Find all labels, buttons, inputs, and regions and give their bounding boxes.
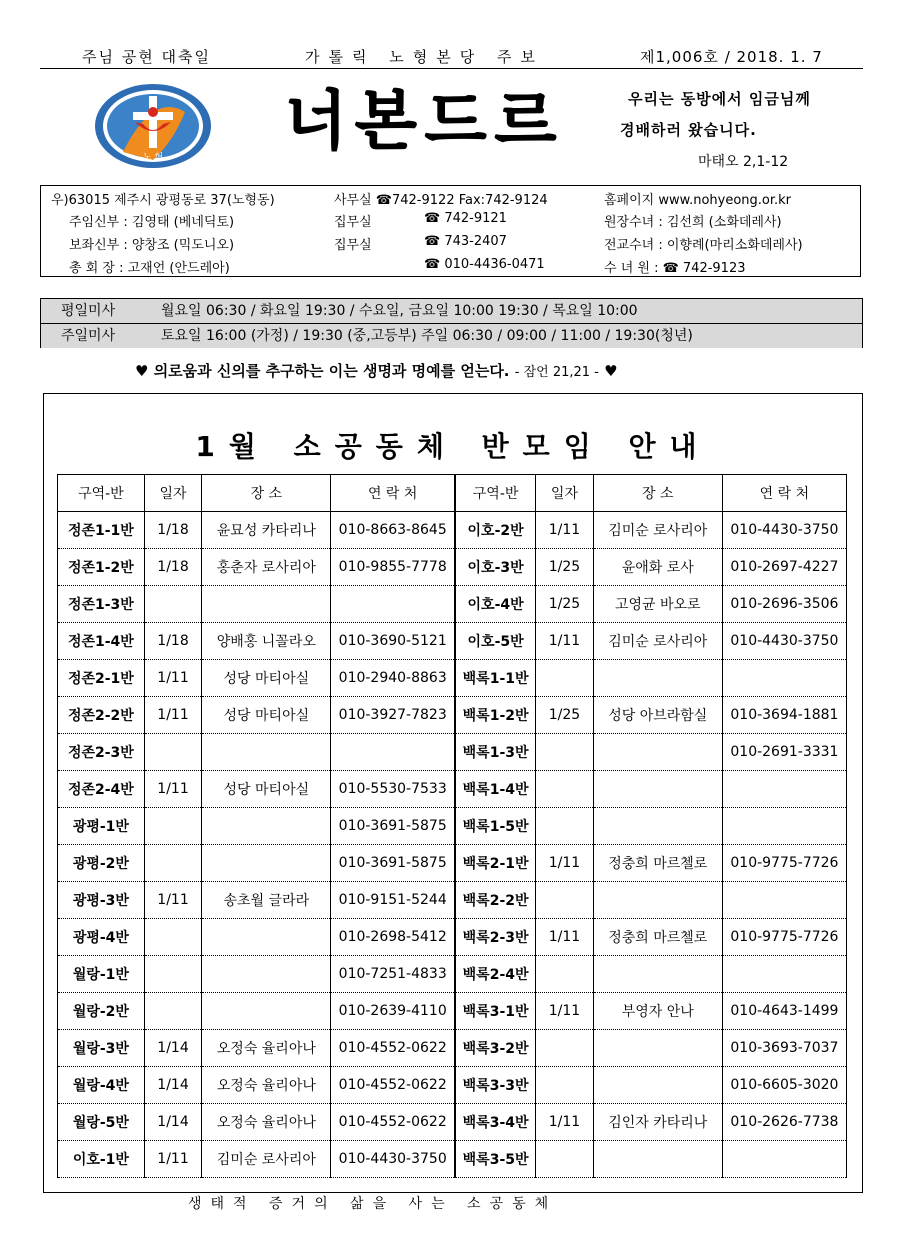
place-cell: [202, 808, 331, 845]
sunday-mass-times: 토요일 16:00 (가정) / 19:30 (중,고등부) 주일 06:30 / 09:00 / 11:00 / 19:30(청년): [161, 328, 693, 344]
contact-cell: 010-4430-3750: [722, 512, 846, 549]
district-cell: 정존1-1반: [58, 512, 145, 549]
date-cell: 1/11: [536, 845, 594, 882]
contact-cell: [722, 1141, 846, 1178]
contact-cell: [722, 882, 846, 919]
contact-cell: 010-4552-0622: [331, 1067, 455, 1104]
column-header: 일자: [536, 475, 594, 512]
date-cell: [144, 845, 202, 882]
district-cell: 광평-4반: [58, 919, 145, 956]
footer-slogan: 생태적 증거의 삶을 사는 소공동체: [188, 1196, 558, 1212]
place-cell: 오정숙 율리아나: [202, 1104, 331, 1141]
date-cell: [144, 808, 202, 845]
contact-cell: 010-2691-3331: [722, 734, 846, 771]
contact-cell: 010-9855-7778: [331, 549, 455, 586]
district-cell: 정존1-2반: [58, 549, 145, 586]
table-row: [58, 512, 847, 549]
district-cell: 월랑-5반: [58, 1104, 145, 1141]
date-cell: [144, 919, 202, 956]
feast-name: 주님 공현 대축일: [82, 48, 211, 66]
table-row: [58, 697, 847, 734]
column-header: 장 소: [202, 475, 331, 512]
date-cell: [536, 771, 594, 808]
weekday-mass-times: 월요일 06:30 / 화요일 19:30 / 수요일, 금요일 10:00 19:30 / 목요일 10:00: [161, 303, 638, 319]
header-divider: [40, 68, 863, 69]
contact-cell: [722, 956, 846, 993]
place-cell: 고영균 바오로: [593, 586, 722, 623]
district-cell: 백록1-4반: [455, 771, 536, 808]
column-header: 연 락 처: [331, 475, 455, 512]
district-cell: 백록1-3반: [455, 734, 536, 771]
contact-cell: 010-3694-1881: [722, 697, 846, 734]
place-cell: [202, 845, 331, 882]
table-header-row: [58, 475, 847, 512]
date-cell: 1/14: [144, 1104, 202, 1141]
bulletin-name: 가톨릭 노형본당 주보: [305, 48, 544, 66]
district-cell: 광평-1반: [58, 808, 145, 845]
table-row: [58, 845, 847, 882]
contact-cell: 010-6605-3020: [722, 1067, 846, 1104]
parish-info-box: [40, 185, 861, 277]
place-cell: 김미순 로사리아: [593, 623, 722, 660]
heart-icon: ♥: [604, 362, 618, 380]
place-cell: 김인자 카타리나: [593, 1104, 722, 1141]
table-row: [58, 1067, 847, 1104]
table-row: [58, 734, 847, 771]
contact-cell: 010-2698-5412: [331, 919, 455, 956]
homepage: 홈페이지 www.nohyeong.or.kr: [604, 193, 792, 208]
contact-cell: 010-3690-5121: [331, 623, 455, 660]
date-cell: 1/14: [144, 1067, 202, 1104]
office-contact: 사무실 ☎742-9122 Fax:742-9124: [334, 193, 548, 208]
place-cell: [593, 882, 722, 919]
contact-cell: 010-9775-7726: [722, 919, 846, 956]
place-cell: [202, 734, 331, 771]
place-cell: 성당 마티아실: [202, 660, 331, 697]
table-row: [58, 808, 847, 845]
district-cell: 백록2-2반: [455, 882, 536, 919]
motto-text: 의로움과 신의를 추구하는 이는 생명과 명예를 얻는다.: [153, 362, 510, 380]
district-cell: 백록1-2반: [455, 697, 536, 734]
place-cell: 윤묘성 카타리나: [202, 512, 331, 549]
district-cell: 정존1-3반: [58, 586, 145, 623]
weekday-mass-label: 평일미사: [61, 303, 116, 319]
table-row: [58, 1141, 847, 1178]
pastor: 주임신부 : 김영태 (베네딕토): [69, 215, 235, 230]
svg-text:노 형: 노 형: [142, 153, 164, 163]
contact-cell: 010-2639-4110: [331, 993, 455, 1030]
district-cell: 정존2-1반: [58, 660, 145, 697]
bulletin-title: 너본드르: [285, 85, 565, 159]
meeting-table: [57, 474, 847, 1178]
contact-cell: [722, 808, 846, 845]
district-cell: 월랑-3반: [58, 1030, 145, 1067]
district-cell: 정존2-3반: [58, 734, 145, 771]
contact-cell: 010-4552-0622: [331, 1030, 455, 1067]
date-cell: 1/11: [536, 512, 594, 549]
date-cell: 1/11: [144, 771, 202, 808]
table-row: [58, 1104, 847, 1141]
place-cell: [593, 734, 722, 771]
contact-cell: 010-3691-5875: [331, 845, 455, 882]
district-cell: 이호-1반: [58, 1141, 145, 1178]
sunday-mass-row: [41, 324, 862, 348]
date-cell: [536, 1030, 594, 1067]
contact-cell: 010-3927-7823: [331, 697, 455, 734]
assistant-office-label: 집무실: [334, 238, 372, 253]
district-cell: 백록3-3반: [455, 1067, 536, 1104]
place-cell: 성당 마티아실: [202, 697, 331, 734]
date-cell: 1/18: [144, 549, 202, 586]
district-cell: 이호-3반: [455, 549, 536, 586]
date-cell: [144, 993, 202, 1030]
date-cell: 1/18: [144, 512, 202, 549]
date-cell: [536, 808, 594, 845]
notice-heading: 1월 소공동체 반모임 안내: [195, 430, 711, 463]
contact-cell: 010-5530-7533: [331, 771, 455, 808]
weekday-mass-row: [41, 299, 862, 324]
district-cell: 월랑-4반: [58, 1067, 145, 1104]
district-cell: 백록3-4반: [455, 1104, 536, 1141]
president-phone: ☎ 010-4436-0471: [424, 257, 545, 272]
pastor-office-label: 집무실: [334, 215, 372, 230]
district-cell: 이호-4반: [455, 586, 536, 623]
issue-info: 제1,006호 / 2018. 1. 7: [640, 48, 823, 66]
place-cell: 김미순 로사리아: [202, 1141, 331, 1178]
place-cell: [593, 771, 722, 808]
table-row: [58, 882, 847, 919]
table-row: [58, 549, 847, 586]
place-cell: [202, 919, 331, 956]
column-header: 일자: [144, 475, 202, 512]
date-cell: 1/11: [144, 660, 202, 697]
district-cell: 이호-5반: [455, 623, 536, 660]
date-cell: [536, 1141, 594, 1178]
contact-cell: 010-9775-7726: [722, 845, 846, 882]
assistant-phone: ☎ 743-2407: [424, 234, 507, 249]
district-cell: 광평-3반: [58, 882, 145, 919]
place-cell: [202, 586, 331, 623]
contact-cell: 010-3691-5875: [331, 808, 455, 845]
verse-line-2: 경배하러 왔습니다.: [620, 121, 757, 139]
place-cell: [593, 956, 722, 993]
table-row: [58, 993, 847, 1030]
date-cell: 1/11: [144, 697, 202, 734]
heart-icon: ♥: [135, 362, 149, 380]
table-row: [58, 956, 847, 993]
contact-cell: 010-3693-7037: [722, 1030, 846, 1067]
motto: [135, 360, 618, 381]
place-cell: [202, 956, 331, 993]
table-row: [58, 586, 847, 623]
place-cell: [593, 1030, 722, 1067]
place-cell: 양배홍 니꼴라오: [202, 623, 331, 660]
contact-cell: 010-8663-8645: [331, 512, 455, 549]
mission-sister: 전교수녀 : 이향례(마리소화데레사): [604, 238, 803, 253]
date-cell: [144, 586, 202, 623]
district-cell: 백록2-3반: [455, 919, 536, 956]
district-cell: 정존2-4반: [58, 771, 145, 808]
motto-reference: - 잠언 21,21 -: [514, 365, 599, 380]
date-cell: [536, 1067, 594, 1104]
district-cell: 백록3-5반: [455, 1141, 536, 1178]
parish-logo: [93, 82, 213, 170]
place-cell: 홍춘자 로사리아: [202, 549, 331, 586]
district-cell: 월랑-1반: [58, 956, 145, 993]
contact-cell: 010-4430-3750: [331, 1141, 455, 1178]
district-cell: 백록1-1반: [455, 660, 536, 697]
place-cell: 김미순 로사리아: [593, 512, 722, 549]
place-cell: [593, 808, 722, 845]
contact-cell: 010-7251-4833: [331, 956, 455, 993]
contact-cell: 010-4643-1499: [722, 993, 846, 1030]
pastor-phone: ☎ 742-9121: [424, 211, 507, 226]
district-cell: 이호-2반: [455, 512, 536, 549]
column-header: 장 소: [593, 475, 722, 512]
date-cell: 1/25: [536, 697, 594, 734]
date-cell: 1/25: [536, 549, 594, 586]
place-cell: 윤애화 로사: [593, 549, 722, 586]
column-header: 구역-반: [58, 475, 145, 512]
verse-reference: 마태오 2,1-12: [698, 154, 789, 170]
contact-cell: 010-2696-3506: [722, 586, 846, 623]
district-cell: 정존2-2반: [58, 697, 145, 734]
district-cell: 백록2-4반: [455, 956, 536, 993]
convent-phone: 수 녀 원 : ☎ 742-9123: [604, 261, 746, 276]
contact-cell: [722, 660, 846, 697]
contact-cell: [722, 771, 846, 808]
date-cell: 1/11: [536, 623, 594, 660]
place-cell: 성당 아브라함실: [593, 697, 722, 734]
district-cell: 광평-2반: [58, 845, 145, 882]
contact-cell: 010-2626-7738: [722, 1104, 846, 1141]
district-cell: 정존1-4반: [58, 623, 145, 660]
date-cell: [536, 956, 594, 993]
date-cell: [144, 734, 202, 771]
table-row: [58, 660, 847, 697]
place-cell: 송초월 글라라: [202, 882, 331, 919]
contact-cell: [331, 586, 455, 623]
table-row: [58, 1030, 847, 1067]
date-cell: 1/11: [144, 882, 202, 919]
place-cell: 정충희 마르첼로: [593, 845, 722, 882]
contact-cell: 010-2697-4227: [722, 549, 846, 586]
place-cell: 오정숙 율리아나: [202, 1030, 331, 1067]
sunday-mass-label: 주일미사: [61, 328, 116, 344]
district-cell: 백록3-2반: [455, 1030, 536, 1067]
assistant-priest: 보좌신부 : 양창조 (믹도니오): [69, 238, 235, 253]
place-cell: 성당 마티아실: [202, 771, 331, 808]
verse-line-1: 우리는 동방에서 임금님께: [628, 90, 811, 108]
date-cell: [144, 956, 202, 993]
place-cell: 정충희 마르첼로: [593, 919, 722, 956]
date-cell: 1/11: [536, 1104, 594, 1141]
place-cell: [593, 660, 722, 697]
place-cell: [593, 1141, 722, 1178]
table-row: [58, 919, 847, 956]
column-header: 구역-반: [455, 475, 536, 512]
council-president: 총 회 장 : 고재언 (안드레아): [69, 261, 230, 276]
place-cell: 오정숙 율리아나: [202, 1067, 331, 1104]
date-cell: 1/14: [144, 1030, 202, 1067]
column-header: 연 락 처: [722, 475, 846, 512]
date-cell: 1/25: [536, 586, 594, 623]
date-cell: [536, 660, 594, 697]
date-cell: [536, 882, 594, 919]
table-row: [58, 771, 847, 808]
contact-cell: 010-9151-5244: [331, 882, 455, 919]
date-cell: 1/18: [144, 623, 202, 660]
place-cell: [593, 1067, 722, 1104]
mass-schedule: [40, 298, 863, 348]
contact-cell: [331, 734, 455, 771]
contact-cell: 010-2940-8863: [331, 660, 455, 697]
date-cell: 1/11: [144, 1141, 202, 1178]
district-cell: 백록2-1반: [455, 845, 536, 882]
address: 우)63015 제주시 광평동로 37(노형동): [51, 193, 275, 208]
contact-cell: 010-4430-3750: [722, 623, 846, 660]
place-cell: [202, 993, 331, 1030]
superior-sister: 원장수녀 : 김선희 (소화데레사): [604, 215, 782, 230]
district-cell: 백록3-1반: [455, 993, 536, 1030]
table-row: [58, 623, 847, 660]
contact-cell: 010-4552-0622: [331, 1104, 455, 1141]
district-cell: 백록1-5반: [455, 808, 536, 845]
date-cell: 1/11: [536, 919, 594, 956]
date-cell: [536, 734, 594, 771]
place-cell: 부영자 안나: [593, 993, 722, 1030]
district-cell: 월랑-2반: [58, 993, 145, 1030]
date-cell: 1/11: [536, 993, 594, 1030]
